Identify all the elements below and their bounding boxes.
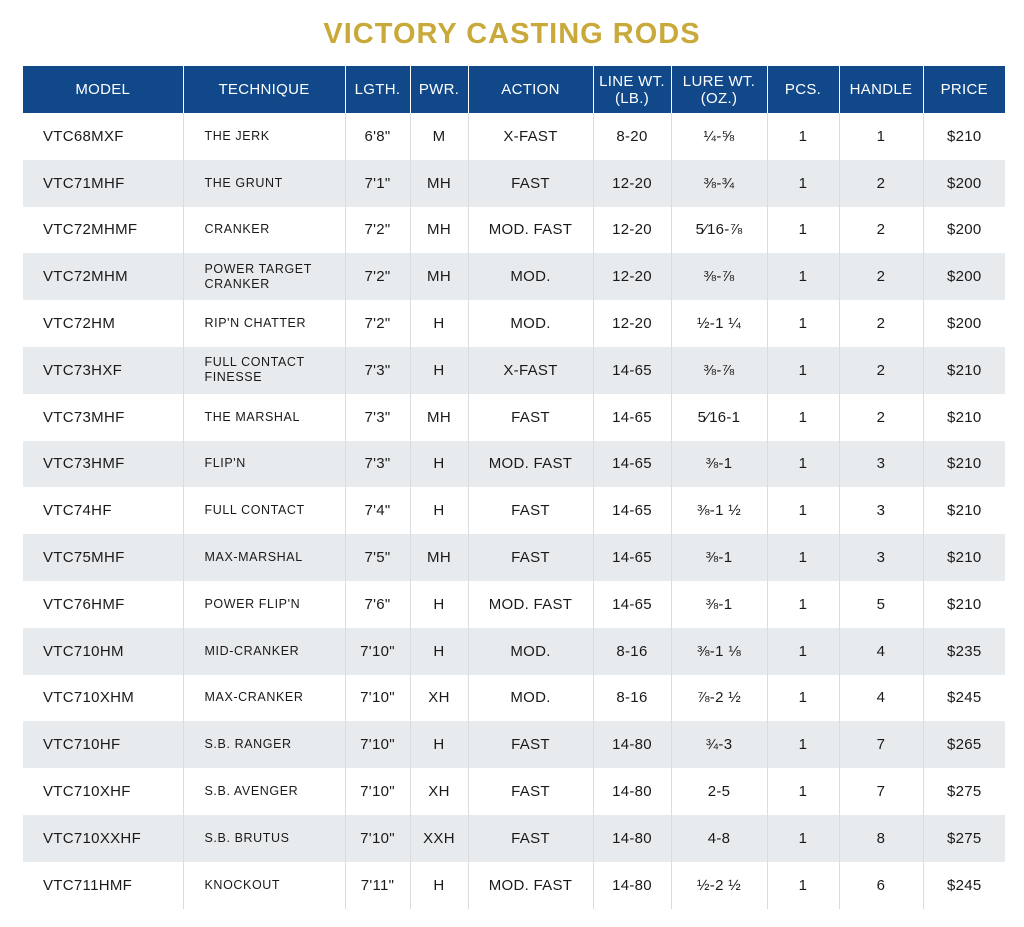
cell-line-wt: 12-20 xyxy=(593,160,671,207)
table-row xyxy=(23,300,1005,347)
cell-model: VTC710XXHF xyxy=(23,815,183,862)
header-model: MODEL xyxy=(23,66,183,113)
cell-power: XH xyxy=(410,675,468,722)
rods-spec-table xyxy=(23,66,1005,909)
cell-action: FAST xyxy=(468,394,593,441)
cell-action: FAST xyxy=(468,768,593,815)
cell-power: H xyxy=(410,347,468,394)
cell-lure-wt: ½-1 ¼ xyxy=(671,300,767,347)
table-row xyxy=(23,815,1005,862)
cell-price: $210 xyxy=(923,581,1005,628)
cell-line-wt: 14-65 xyxy=(593,394,671,441)
cell-model: VTC710HF xyxy=(23,721,183,768)
cell-model: VTC74HF xyxy=(23,487,183,534)
table-row xyxy=(23,862,1005,909)
cell-pieces: 1 xyxy=(767,768,839,815)
header-price: PRICE xyxy=(923,66,1005,113)
cell-length: 7'10" xyxy=(345,768,410,815)
cell-price: $275 xyxy=(923,815,1005,862)
cell-length: 7'10" xyxy=(345,675,410,722)
cell-action: MOD. xyxy=(468,253,593,300)
cell-model: VTC711HMF xyxy=(23,862,183,909)
cell-technique: POWER FLIP'N xyxy=(183,581,345,628)
header-lure-wt-line1: LURE WT. xyxy=(682,72,756,90)
table-row xyxy=(23,207,1005,254)
cell-length: 7'5" xyxy=(345,534,410,581)
table-row xyxy=(23,113,1005,160)
cell-power: H xyxy=(410,487,468,534)
cell-technique: THE GRUNT xyxy=(183,160,345,207)
cell-length: 7'1" xyxy=(345,160,410,207)
cell-action: MOD. FAST xyxy=(468,207,593,254)
cell-price: $275 xyxy=(923,768,1005,815)
cell-price: $210 xyxy=(923,394,1005,441)
cell-model: VTC710HM xyxy=(23,628,183,675)
table-row xyxy=(23,347,1005,394)
table-row xyxy=(23,768,1005,815)
header-line-wt-line2: (LB.) xyxy=(614,89,649,107)
cell-power: MH xyxy=(410,207,468,254)
cell-length: 7'6" xyxy=(345,581,410,628)
cell-line-wt: 14-80 xyxy=(593,721,671,768)
cell-length: 7'4" xyxy=(345,487,410,534)
cell-technique: FLIP'N xyxy=(183,441,345,488)
page-title: VICTORY CASTING RODS xyxy=(323,18,701,50)
cell-pieces: 1 xyxy=(767,394,839,441)
cell-line-wt: 14-65 xyxy=(593,347,671,394)
cell-lure-wt: ¼-⅝ xyxy=(671,113,767,160)
cell-model: VTC72MHM xyxy=(23,253,183,300)
cell-line-wt: 14-65 xyxy=(593,581,671,628)
cell-action: FAST xyxy=(468,815,593,862)
table-body xyxy=(23,113,1005,909)
cell-price: $210 xyxy=(923,534,1005,581)
cell-model: VTC710XHM xyxy=(23,675,183,722)
cell-pieces: 1 xyxy=(767,253,839,300)
cell-technique: CRANKER xyxy=(183,207,345,254)
cell-power: MH xyxy=(410,534,468,581)
cell-power: XXH xyxy=(410,815,468,862)
table-row xyxy=(23,721,1005,768)
cell-action: MOD. FAST xyxy=(468,862,593,909)
cell-lure-wt: ⅜-1 xyxy=(671,581,767,628)
cell-price: $210 xyxy=(923,113,1005,160)
cell-length: 7'10" xyxy=(345,721,410,768)
cell-action: MOD. FAST xyxy=(468,441,593,488)
cell-handle: 8 xyxy=(839,815,923,862)
cell-handle: 2 xyxy=(839,347,923,394)
cell-price: $200 xyxy=(923,300,1005,347)
cell-power: H xyxy=(410,581,468,628)
cell-model: VTC68MXF xyxy=(23,113,183,160)
cell-handle: 2 xyxy=(839,300,923,347)
cell-power: XH xyxy=(410,768,468,815)
cell-handle: 2 xyxy=(839,253,923,300)
table-row xyxy=(23,628,1005,675)
cell-length: 7'2" xyxy=(345,253,410,300)
cell-model: VTC72HM xyxy=(23,300,183,347)
header-lure-wt-line2: (OZ.) xyxy=(700,89,738,107)
cell-line-wt: 14-65 xyxy=(593,487,671,534)
cell-length: 7'3" xyxy=(345,394,410,441)
cell-technique: MAX-CRANKER xyxy=(183,675,345,722)
cell-line-wt: 12-20 xyxy=(593,300,671,347)
header-power: PWR. xyxy=(410,66,468,113)
table-row xyxy=(23,534,1005,581)
cell-lure-wt: ⅜-1 xyxy=(671,441,767,488)
cell-line-wt: 14-65 xyxy=(593,441,671,488)
cell-power: MH xyxy=(410,394,468,441)
cell-lure-wt: ½-2 ½ xyxy=(671,862,767,909)
cell-technique: THE JERK xyxy=(183,113,345,160)
cell-pieces: 1 xyxy=(767,441,839,488)
cell-line-wt: 8-20 xyxy=(593,113,671,160)
cell-model: VTC73HMF xyxy=(23,441,183,488)
cell-price: $245 xyxy=(923,862,1005,909)
cell-action: X-FAST xyxy=(468,347,593,394)
header-line-wt-line1: LINE WT. xyxy=(599,72,665,90)
table-row xyxy=(23,675,1005,722)
cell-handle: 1 xyxy=(839,113,923,160)
cell-model: VTC75MHF xyxy=(23,534,183,581)
cell-handle: 3 xyxy=(839,487,923,534)
cell-line-wt: 14-65 xyxy=(593,534,671,581)
cell-pieces: 1 xyxy=(767,721,839,768)
cell-lure-wt: ⅜-1 xyxy=(671,534,767,581)
cell-price: $200 xyxy=(923,160,1005,207)
cell-handle: 2 xyxy=(839,207,923,254)
table-row xyxy=(23,487,1005,534)
cell-line-wt: 14-80 xyxy=(593,768,671,815)
header-handle: HANDLE xyxy=(839,66,923,113)
cell-handle: 7 xyxy=(839,721,923,768)
cell-price: $200 xyxy=(923,207,1005,254)
cell-power: H xyxy=(410,862,468,909)
cell-line-wt: 8-16 xyxy=(593,675,671,722)
cell-length: 7'2" xyxy=(345,300,410,347)
cell-handle: 3 xyxy=(839,534,923,581)
cell-model: VTC71MHF xyxy=(23,160,183,207)
cell-line-wt: 14-80 xyxy=(593,862,671,909)
header-technique: TECHNIQUE xyxy=(183,66,345,113)
header-lure-wt xyxy=(671,66,767,113)
header-action: ACTION xyxy=(468,66,593,113)
cell-lure-wt: ⅜-⅞ xyxy=(671,253,767,300)
cell-handle: 4 xyxy=(839,675,923,722)
cell-lure-wt: ⅜-¾ xyxy=(671,160,767,207)
cell-action: MOD. xyxy=(468,300,593,347)
cell-handle: 4 xyxy=(839,628,923,675)
cell-pieces: 1 xyxy=(767,628,839,675)
cell-length: 6'8" xyxy=(345,113,410,160)
cell-length: 7'3" xyxy=(345,347,410,394)
cell-line-wt: 12-20 xyxy=(593,207,671,254)
cell-length: 7'3" xyxy=(345,441,410,488)
cell-price: $200 xyxy=(923,253,1005,300)
cell-handle: 2 xyxy=(839,394,923,441)
cell-handle: 2 xyxy=(839,160,923,207)
cell-length: 7'2" xyxy=(345,207,410,254)
cell-price: $210 xyxy=(923,441,1005,488)
cell-price: $265 xyxy=(923,721,1005,768)
cell-pieces: 1 xyxy=(767,862,839,909)
cell-length: 7'11" xyxy=(345,862,410,909)
cell-price: $210 xyxy=(923,347,1005,394)
cell-lure-wt: ¾-3 xyxy=(671,721,767,768)
cell-technique: S.B. BRUTUS xyxy=(183,815,345,862)
cell-action: FAST xyxy=(468,721,593,768)
cell-action: MOD. xyxy=(468,628,593,675)
cell-model: VTC73HXF xyxy=(23,347,183,394)
cell-pieces: 1 xyxy=(767,113,839,160)
cell-technique: THE MARSHAL xyxy=(183,394,345,441)
cell-power: H xyxy=(410,721,468,768)
table-row xyxy=(23,160,1005,207)
table-row xyxy=(23,441,1005,488)
table-row xyxy=(23,394,1005,441)
table-row xyxy=(23,581,1005,628)
cell-line-wt: 12-20 xyxy=(593,253,671,300)
cell-power: M xyxy=(410,113,468,160)
cell-power: MH xyxy=(410,253,468,300)
cell-model: VTC76HMF xyxy=(23,581,183,628)
cell-pieces: 1 xyxy=(767,815,839,862)
cell-model: VTC72MHMF xyxy=(23,207,183,254)
cell-price: $235 xyxy=(923,628,1005,675)
cell-lure-wt: 5⁄16-⅞ xyxy=(671,207,767,254)
cell-technique: FULL CONTACT xyxy=(183,487,345,534)
cell-pieces: 1 xyxy=(767,160,839,207)
cell-lure-wt: ⅜-⅞ xyxy=(671,347,767,394)
cell-pieces: 1 xyxy=(767,581,839,628)
cell-technique: FULL CONTACT FINESSE xyxy=(183,347,345,394)
cell-power: H xyxy=(410,300,468,347)
cell-handle: 6 xyxy=(839,862,923,909)
header-line-wt xyxy=(593,66,671,113)
cell-lure-wt: 5⁄16-1 xyxy=(671,394,767,441)
cell-action: FAST xyxy=(468,160,593,207)
cell-action: MOD. xyxy=(468,675,593,722)
cell-handle: 3 xyxy=(839,441,923,488)
cell-line-wt: 8-16 xyxy=(593,628,671,675)
cell-power: H xyxy=(410,441,468,488)
cell-pieces: 1 xyxy=(767,534,839,581)
cell-technique: POWER TARGET CRANKER xyxy=(183,253,345,300)
cell-price: $245 xyxy=(923,675,1005,722)
cell-action: FAST xyxy=(468,534,593,581)
cell-handle: 5 xyxy=(839,581,923,628)
cell-lure-wt: ⅜-1 ½ xyxy=(671,487,767,534)
table-row xyxy=(23,253,1005,300)
cell-pieces: 1 xyxy=(767,300,839,347)
cell-technique: S.B. RANGER xyxy=(183,721,345,768)
header-length: LGTH. xyxy=(345,66,410,113)
cell-length: 7'10" xyxy=(345,628,410,675)
cell-lure-wt: ⅞-2 ½ xyxy=(671,675,767,722)
cell-pieces: 1 xyxy=(767,487,839,534)
cell-lure-wt: 4-8 xyxy=(671,815,767,862)
cell-action: X-FAST xyxy=(468,113,593,160)
cell-model: VTC710XHF xyxy=(23,768,183,815)
cell-pieces: 1 xyxy=(767,347,839,394)
cell-technique: MAX-MARSHAL xyxy=(183,534,345,581)
cell-pieces: 1 xyxy=(767,675,839,722)
cell-length: 7'10" xyxy=(345,815,410,862)
cell-lure-wt: ⅜-1 ⅛ xyxy=(671,628,767,675)
header-pieces: PCS. xyxy=(767,66,839,113)
cell-lure-wt: 2-5 xyxy=(671,768,767,815)
cell-action: FAST xyxy=(468,487,593,534)
cell-technique: S.B. AVENGER xyxy=(183,768,345,815)
cell-technique: RIP'N CHATTER xyxy=(183,300,345,347)
cell-price: $210 xyxy=(923,487,1005,534)
cell-action: MOD. FAST xyxy=(468,581,593,628)
table-header-row xyxy=(23,66,1005,113)
cell-technique: KNOCKOUT xyxy=(183,862,345,909)
cell-pieces: 1 xyxy=(767,207,839,254)
cell-power: MH xyxy=(410,160,468,207)
cell-power: H xyxy=(410,628,468,675)
cell-technique: MID-CRANKER xyxy=(183,628,345,675)
cell-line-wt: 14-80 xyxy=(593,815,671,862)
cell-model: VTC73MHF xyxy=(23,394,183,441)
cell-handle: 7 xyxy=(839,768,923,815)
